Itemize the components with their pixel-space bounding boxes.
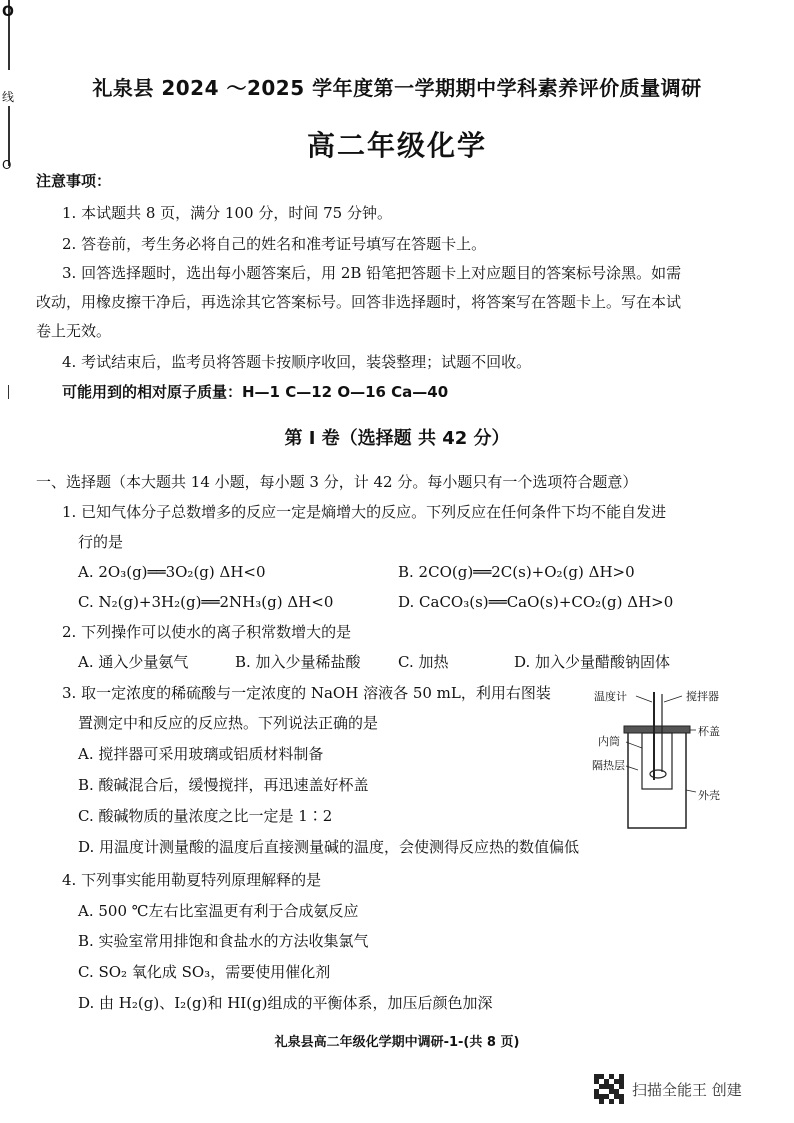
q1-option-b: B. 2CO(g)══2C(s)+O₂(g) ΔH>0 [398,563,635,581]
page-footer: 礼泉县高二年级化学期中调研-1-(共 8 页) [274,1035,520,1050]
q2-option-b: B. 加入少量稀盐酸 [235,653,361,671]
scanner-label: 扫描全能王 创建 [632,1080,742,1099]
label-outer-shell: 外壳 [698,789,720,802]
calorimeter-figure [592,680,740,830]
q1-stem-line1: 1. 已知气体分子总数增多的反应一定是熵增大的反应。下列反应在任何条件下均不能自发进 [62,503,667,521]
q3-option-c: C. 酸碱物质的量浓度之比一定是 1∶2 [78,807,333,825]
margin-circle-mark-2: O [2,158,12,172]
qr-code-icon [594,1074,624,1104]
q1-option-a: A. 2O₃(g)══3O₂(g) ΔH<0 [78,563,266,581]
label-insulation: 隔热层 [592,759,625,772]
q2-option-a: A. 通入少量氨气 [78,653,189,671]
q3-stem-line2: 置测定中和反应的反应热。下列说法正确的是 [78,714,379,732]
atomic-masses: 可能用到的相对原子质量：H—1 C—12 O—16 Ca—40 [62,383,449,401]
note-4: 4. 考试结束后，监考员将答题卡按顺序收回，装袋整理；试题不回收。 [62,353,532,371]
q4-option-c: C. SO₂ 氧化成 SO₃，需要使用催化剂 [78,963,331,981]
label-lid: 杯盖 [698,725,720,738]
section-intro: 一、选择题（本大题共 14 小题，每小题 3 分，计 42 分。每小题只有一个选项符合题意） [36,473,638,491]
q4-stem: 4. 下列事实能用勒夏特列原理解释的是 [62,871,322,889]
note-3-line2: 改动，用橡皮擦干净后，再选涂其它答案标号。回答非选择题时，将答案写在答题卡上。写在本试 [36,293,682,311]
note-3-line3: 卷上无效。 [36,322,112,340]
note-2: 2. 答卷前，考生务必将自己的姓名和准考证号填写在答题卡上。 [62,235,487,253]
q2-option-d: D. 加入少量醋酸钠固体 [514,653,671,671]
q2-option-c: C. 加热 [398,653,449,671]
label-inner-cup: 内筒 [598,735,620,748]
subject-title: 高二年级化学 [306,129,487,162]
q1-option-d: D. CaCO₃(s)══CaO(s)+CO₂(g) ΔH>0 [398,593,674,611]
q2-stem: 2. 下列操作可以使水的离子积常数增大的是 [62,623,352,641]
scanner-watermark [594,1074,742,1104]
note-3-line1: 3. 回答选择题时，选出每小题答案后，用 2B 铅笔把答题卡上对应题目的答案标号涂黑。如需 [62,264,682,282]
q3-option-b: B. 酸碱混合后，缓慢搅拌，再迅速盖好杯盖 [78,776,369,794]
q1-option-c: C. N₂(g)+3H₂(g)══2NH₃(g) ΔH<0 [78,593,334,611]
inner-cup [642,733,672,789]
q3-stem-line1: 3. 取一定浓度的稀硫酸与一定浓度的 NaOH 溶液各 50 mL，利用右图装 [62,684,551,702]
q4-option-b: B. 实验室常用排饱和食盐水的方法收集氯气 [78,932,369,950]
note-1: 1. 本试题共 8 页，满分 100 分，时间 75 分钟。 [62,204,392,222]
notes-heading: 注意事项： [36,172,112,190]
q1-stem-line2: 行的是 [78,533,124,551]
q3-option-d: D. 用温度计测量酸的温度后直接测量碱的温度，会使测得反应热的数值偏低 [78,838,580,856]
margin-line-mark: 线 [2,90,15,104]
q4-option-a: A. 500 ℃左右比室温更有利于合成氨反应 [78,902,359,920]
exam-title: 礼泉县 2024 ～2025 学年度第一学期期中学科素养评价质量调研 [92,76,702,100]
label-thermometer: 温度计 [594,690,627,703]
binding-line-tick [8,385,9,399]
margin-circle-mark: O [2,4,14,20]
q3-option-a: A. 搅拌器可采用玻璃或铝质材料制备 [78,745,324,763]
section-title: 第 Ⅰ 卷（选择题 共 42 分） [284,428,510,449]
q4-option-d: D. 由 H₂(g)、I₂(g)和 HI(g)组成的平衡体系，加压后颜色加深 [78,994,493,1012]
cup-lid [624,726,690,733]
label-stirrer: 搅拌器 [686,690,719,703]
